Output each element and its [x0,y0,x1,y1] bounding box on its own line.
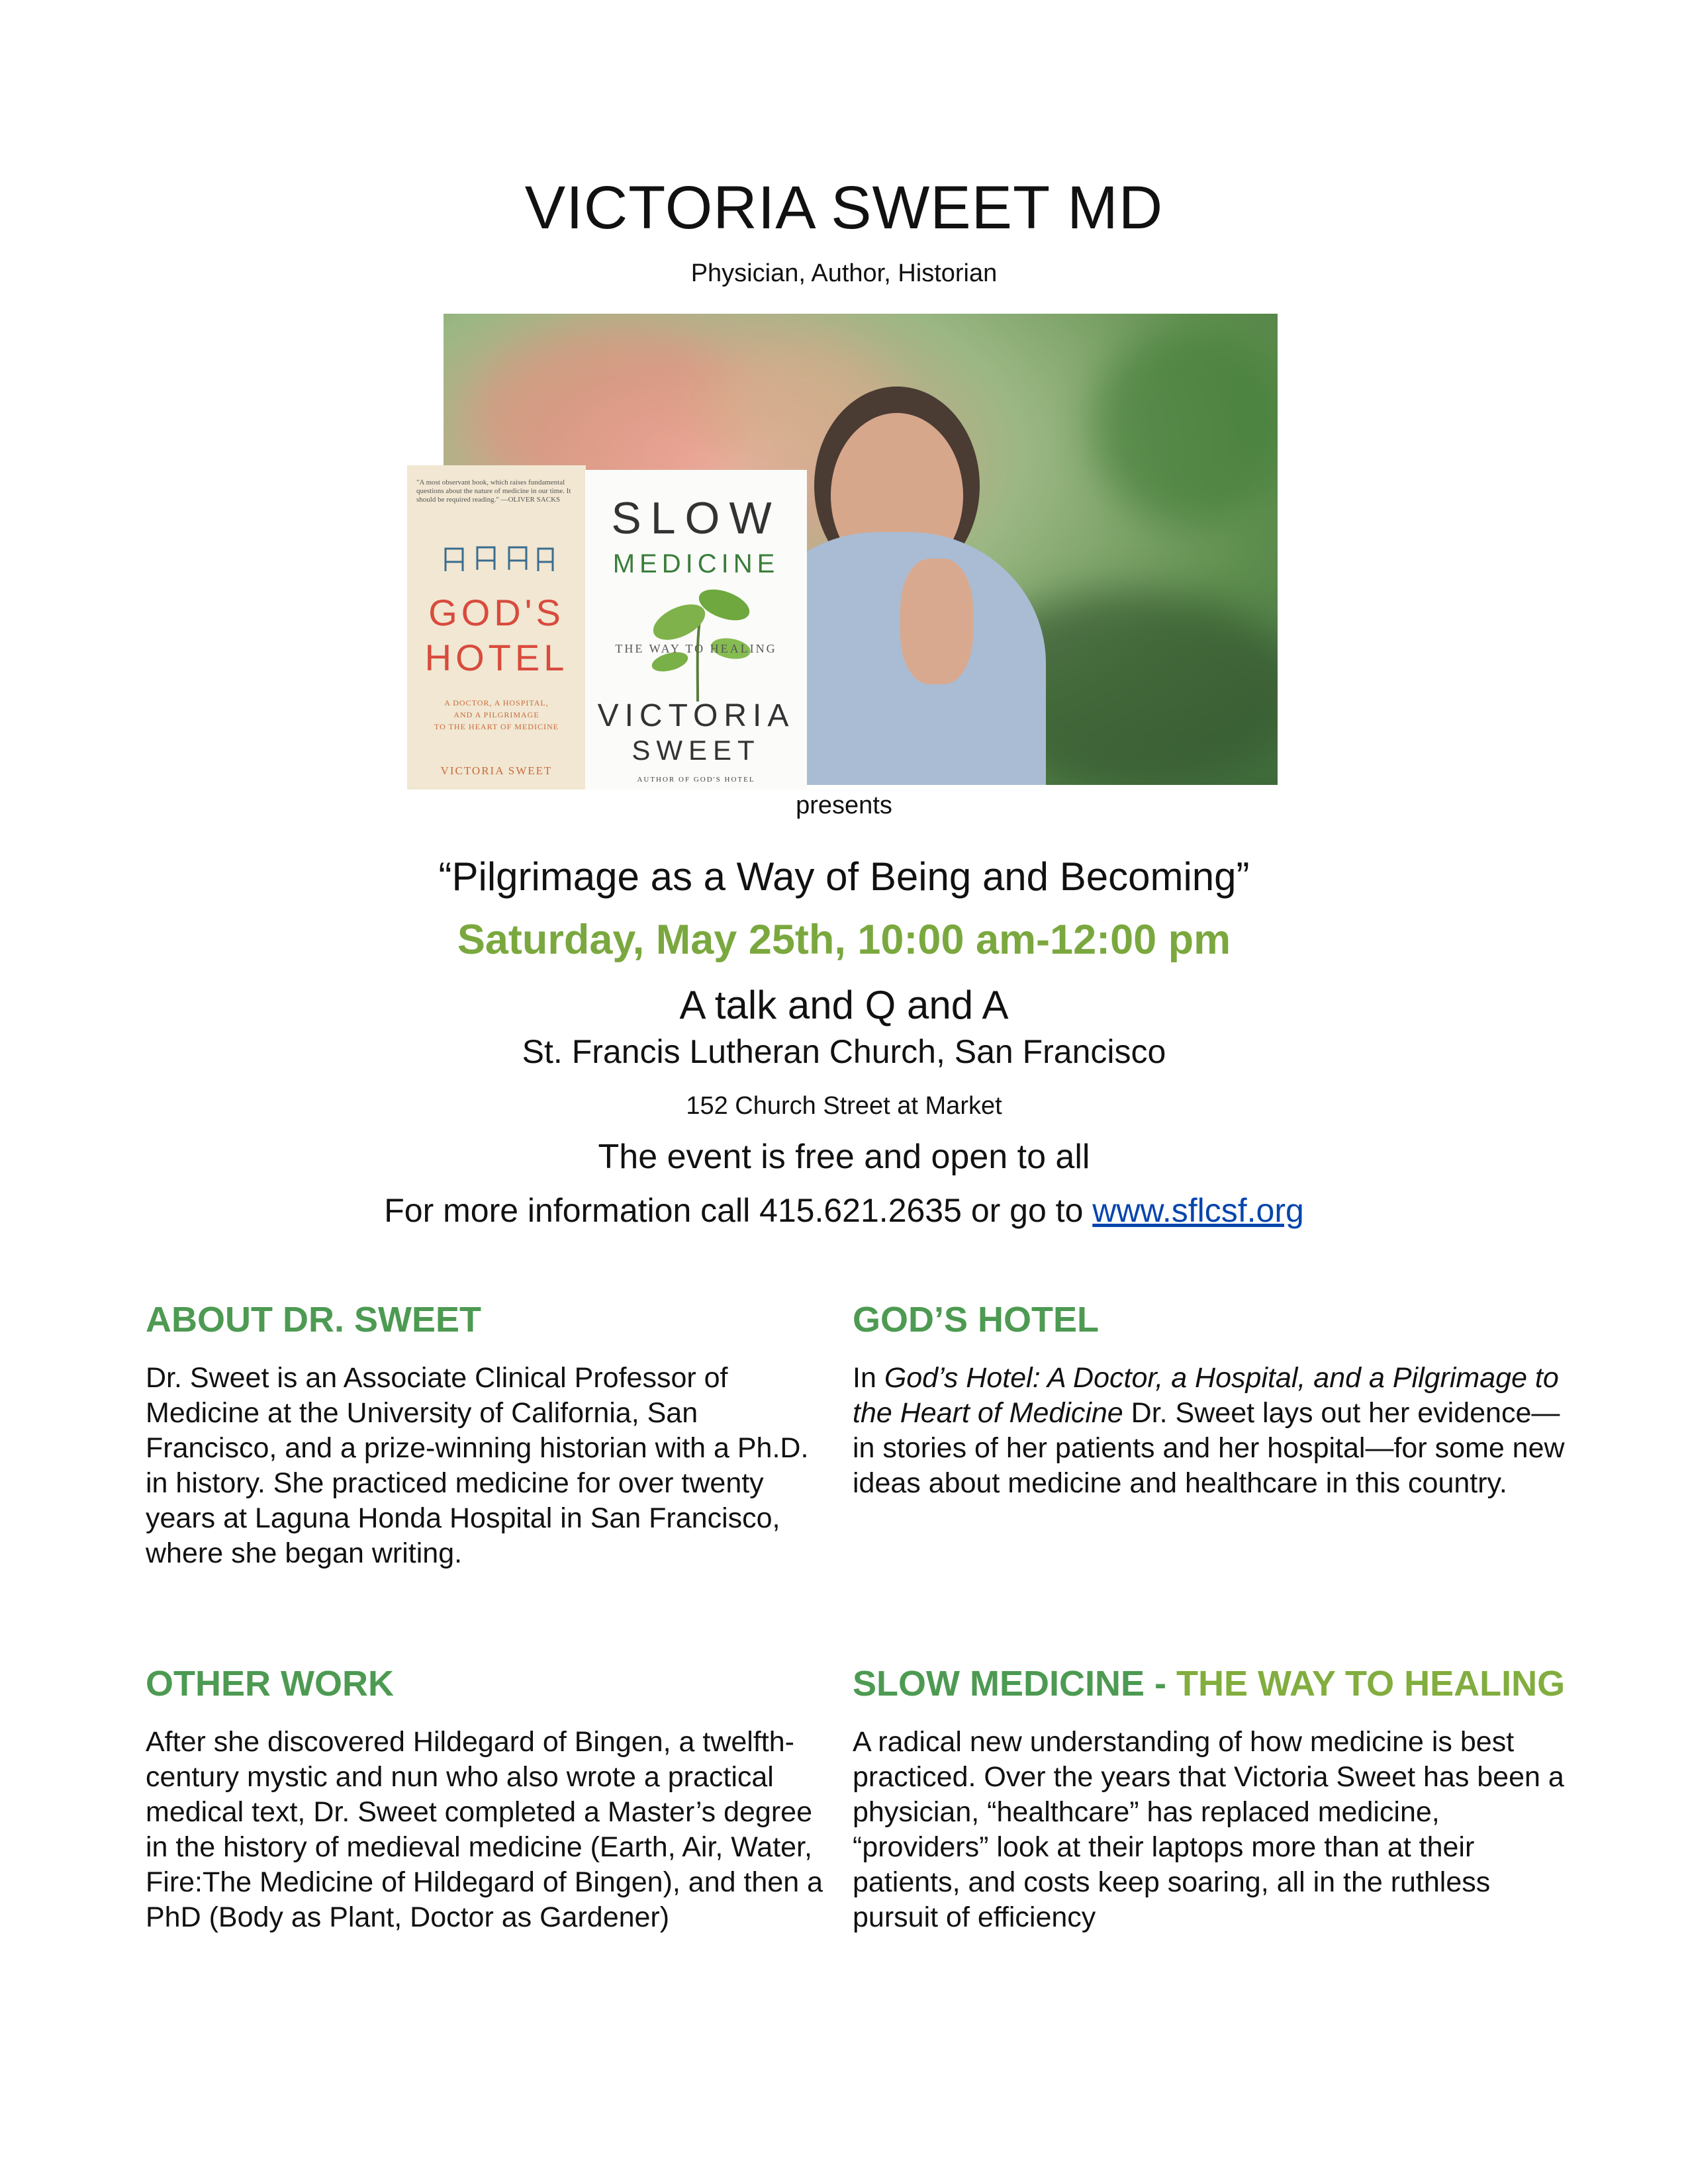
about-text: Dr. Sweet is an Associate Clinical Professor of Medicine at the University of California, San Francisco, and a prize-winning historian with a Ph.D. in history. She practiced medicine for over twenty years at Laguna Honda Hospital in San Francisco, where she began writing. [146,1362,809,1569]
book-author-line1: VICTORIA [597,698,795,733]
slow-medicine-heading-part2: THE WAY TO HEALING [1176,1664,1566,1704]
free-admission-note: The event is free and open to all [598,1138,1090,1176]
gods-hotel-text [853,1361,1568,1501]
about-section [146,1297,821,1571]
other-work-text: After she discovered Hildegard of Bingen, a twelfth-century mystic and nun who also wrote a practical medical text, Dr. Sweet completed a Master’s degree in the history of medieval medicine (Earth, Air, Water, Fire:The Medicine of Hildegard of Bingen), and then a PhD (Body as Plant, Doctor as Gardener) [146,1726,823,1933]
book-subtitle-line2: AND A PILGRIMAGE [453,710,539,719]
talk-title: “Pilgrimage as a Way of Being and Becoming” [438,854,1250,899]
slow-medicine-section [853,1661,1568,1935]
book-author: VICTORIA SWEET [440,764,553,777]
about-heading: ABOUT DR. SWEET [146,1300,481,1340]
other-work-section [146,1661,834,1935]
book-quote: "A most observant book, which raises fundamental questions about the nature of medicine in our time. It should be required reading." —OLIVER SACKS [416,478,571,504]
slow-medicine-book-cover [585,470,807,790]
book-subtitle-line1: A DOCTOR, A HOSPITAL, [444,698,549,707]
website-link[interactable]: www.sflcsf.org [1092,1192,1304,1229]
sprout-illustration [632,576,764,702]
other-work-heading: OTHER WORK [146,1664,394,1704]
page-subtitle: Physician, Author, Historian [690,259,998,287]
slow-medicine-heading [853,1661,1568,1706]
info-text: For more information call 415.621.2635 or go to [384,1192,1093,1229]
page-title: VICTORIA SWEET MD [524,174,1164,242]
book-tagline: THE WAY TO HEALING [615,642,777,655]
slow-medicine-heading-part1: SLOW MEDICINE - [853,1664,1176,1704]
event-date: Saturday, May 25th, 10:00 am-12:00 pm [457,917,1231,963]
book-title-line2: MEDICINE [612,549,780,578]
book-title-line2: HOTEL [424,637,569,678]
book-title-line1: GOD'S [428,592,565,633]
gods-hotel-book-title: God’s Hotel: A Doctor, a Hospital, and a Pilgrimage to the Heart of Medicine [853,1362,1559,1429]
book-author-line2: SWEET [632,735,761,766]
talk-format: A talk and Q and A [679,983,1009,1027]
gods-hotel-text-prefix: In [853,1362,884,1394]
gods-hotel-text-suffix: Dr. Sweet lays out her evidence—in stories of her patients and her hospital—for some new ideas about medicine and healthcare in this country. [853,1397,1565,1499]
chairs-illustration [439,543,558,572]
slow-medicine-text: A radical new understanding of how medicine is best practiced. Over the years that Victoria Sweet has been a physician, “healthcare” has replaced medicine, “providers” look at their laptops more than at their patients, and costs keep soaring, all in the ruthless pursuit of efficiency [853,1726,1564,1933]
presents-label: presents [796,792,892,819]
book-title-line1: SLOW [611,493,781,543]
event-address: 152 Church Street at Market [686,1092,1002,1120]
info-line [0,1191,1688,1230]
book-footer: AUTHOR OF GOD'S HOTEL [637,776,755,784]
book-subtitle-line3: TO THE HEART OF MEDICINE [434,722,559,731]
gods-hotel-section [853,1297,1568,1501]
gods-hotel-heading: GOD’S HOTEL [853,1300,1100,1340]
gods-hotel-book-cover [407,465,586,790]
event-venue: St. Francis Lutheran Church, San Francisco [522,1033,1166,1070]
